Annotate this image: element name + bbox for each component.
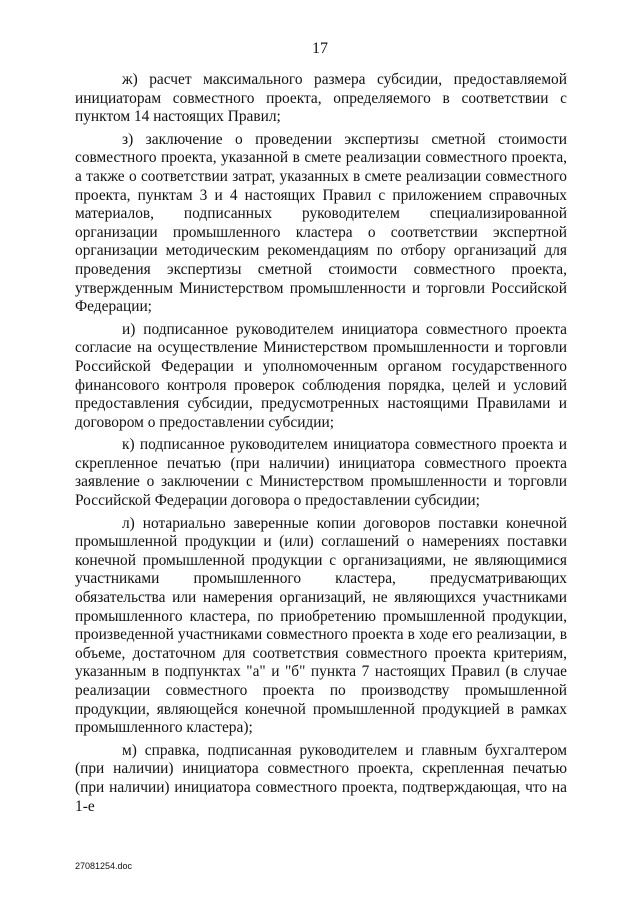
document-body [75, 71, 567, 820]
paragraph-m: м) справка, подписанная руководителем и главным бухгалтером (при наличии) инициатора совместного проекта, скрепленная печатью (при наличии) инициатора совместного проекта, подтверждающая, что на 1-е [75, 741, 567, 815]
paragraph-l: л) нотариально заверенные копии договоров поставки конечной промышленной продукции и (или) соглашений о намерениях поставки конечной промышленной продукции с организациями, не являющимися участниками промышленного кластера, предусматривающих обязательства или намерения организаций, не являющихся участниками промышленного кластера, по приобретению промышленной продукции, произведенной участниками совместного проекта в ходе его реализации, в объеме, достаточном для соответствия совместного проекта критериям, указанным в подпунктах "а" и "б" пункта 7 настоящих Правил (в случае реализации совместного проекта по производству промышленной продукции, являющейся конечной промышленной продукцией в рамках промышленного кластера); [75, 514, 567, 737]
paragraph-k: к) подписанное руководителем инициатора совместного проекта и скрепленное печатью (при наличии) инициатора совместного проекта заявление о заключении с Министерством промышленности и торговли Российской Федерации договора о предоставлении субсидии; [75, 436, 567, 510]
file-name-footer: 27081254.doc [75, 861, 133, 871]
page-number: 17 [312, 40, 328, 57]
paragraph-i: и) подписанное руководителем инициатора совместного проекта согласие на осуществление Министерством промышленности и торговли Российской Федерации и уполномоченным органом государственного финансового контроля проверок соблюдения порядка, целей и условий предоставления субсидии, предусмотренных настоящими Правилами и договором о предоставлении субсидии; [75, 320, 567, 431]
paragraph-z: з) заключение о проведении экспертизы сметной стоимости совместного проекта, указанной в смете реализации совместного проекта, а также о соответствии затрат, указанных в смете реализации совместного проекта, пунктам 3 и 4 настоящих Правил с приложением справочных материалов, подписанных руководителем специализированной организации промышленного кластера о соответствии экспертной организации методическим рекомендациям по отбору организаций для проведения экспертизы сметной стоимости совместного проекта, утвержденным Министерством промышленности и торговли Российской Федерации; [75, 130, 567, 316]
paragraph-zh: ж) расчет максимального размера субсидии, предоставляемой инициаторам совместного проекта, определяемого в соответствии с пунктом 14 настоящих Правил; [75, 71, 567, 126]
